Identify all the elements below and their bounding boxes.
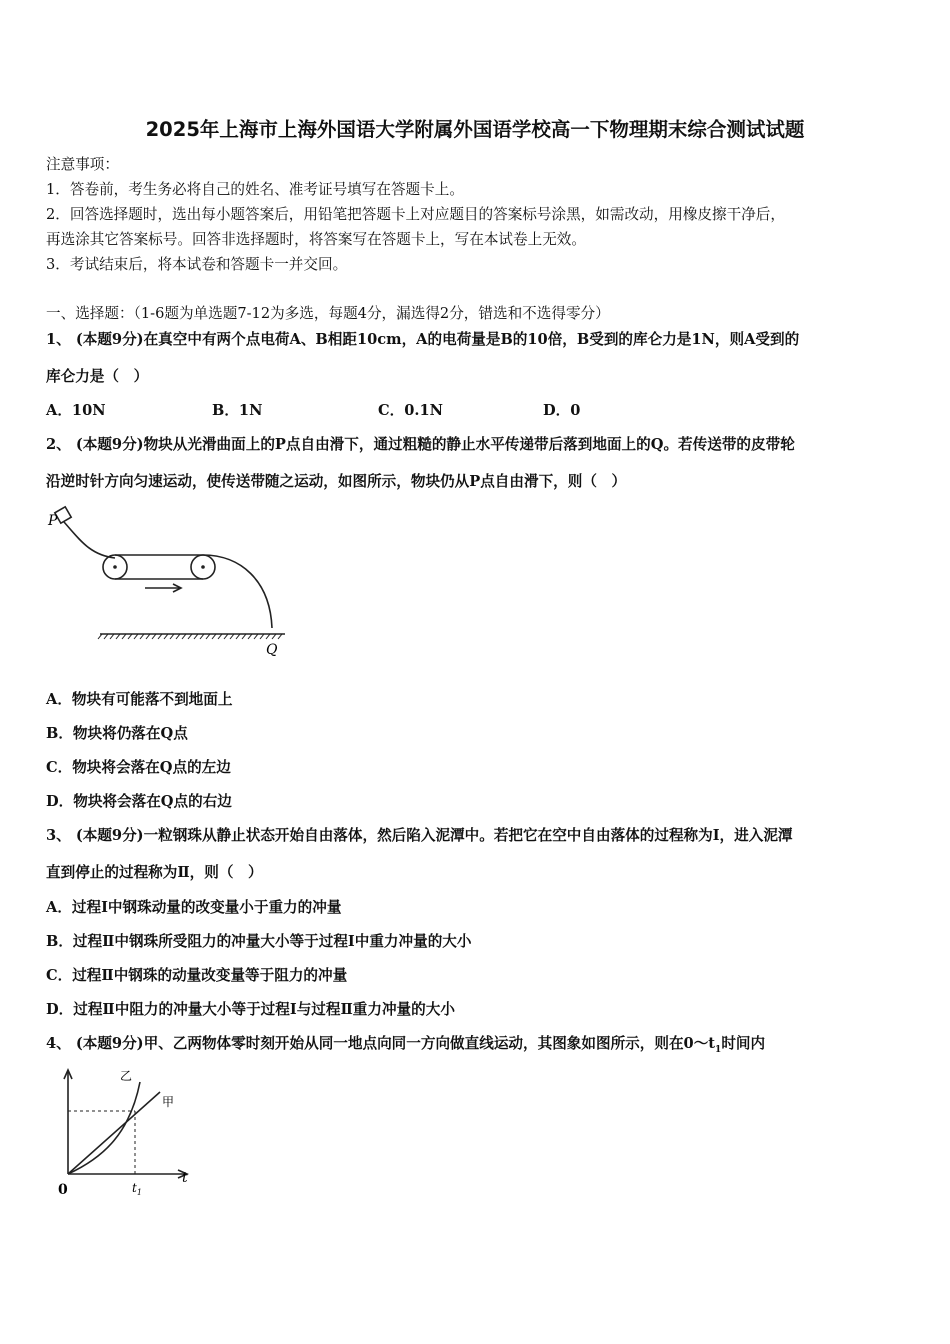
question-4-text (46, 1032, 765, 1055)
notice-item: 1．答卷前，考生务必将自己的姓名、准考证号填写在答题卡上。 (46, 181, 464, 198)
q2-option-d: D．物块将会落在Q点的右边 (46, 793, 232, 810)
t1-subscript: 1 (136, 1188, 142, 1197)
point-p-label: P (48, 513, 58, 529)
q3-option-d: D．过程Ⅱ中阻力的冲量大小等于过程Ⅰ与过程Ⅱ重力冲量的大小 (46, 1001, 455, 1018)
question-4-text-end: 时间内 (721, 1035, 766, 1052)
question-2-text-cont: 沿逆时针方向匀速运动，使传送带随之运动，如图所示，物块仍从P点自由滑下，则（ ） (46, 473, 627, 490)
notice-heading: 注意事项： (46, 156, 119, 173)
q3-option-c: C．过程Ⅱ中钢珠的动量改变量等于阻力的冲量 (46, 967, 348, 984)
line-jia-label: 甲 (162, 1095, 175, 1109)
question-3-text-cont: 直到停止的过程称为Ⅱ，则（ ） (46, 864, 263, 881)
point-q-label: Q (266, 642, 278, 658)
conveyor-belt-figure (40, 500, 300, 660)
section-heading: 一、选择题：（1-6题为单选题7-12为多选，每题4分，漏选得2分，错选和不选得零分） (46, 305, 610, 322)
q2-option-b: B．物块将仍落在Q点 (46, 725, 188, 742)
q1-option-d: D．0 (543, 402, 581, 419)
question-1-text-cont: 库仑力是（ ） (46, 368, 149, 385)
motion-graph-figure (50, 1062, 210, 1202)
question-4-text-main: 4、 (本题9分)甲、乙两物体零时刻开始从同一地点向同一方向做直线运动，其图象如图所示，则在0～t (46, 1035, 716, 1052)
q3-option-b: B．过程Ⅱ中钢珠所受阻力的冲量大小等于过程Ⅰ中重力冲量的大小 (46, 933, 472, 950)
question-2-text: 2、 (本题9分)物块从光滑曲面上的P点自由滑下，通过粗糙的静止水平传递带后落到地面上的Q。若传送带的皮带轮 (46, 436, 795, 453)
origin-label: 0 (58, 1182, 68, 1198)
page-title: 2025年上海市上海外国语大学附属外国语学校高一下物理期末综合测试试题 (145, 118, 805, 141)
notice-item: 再选涂其它答案标号。回答非选择题时，将答案写在答题卡上，写在本试卷上无效。 (46, 231, 586, 248)
notice-item: 2．回答选择题时，选出每小题答案后，用铅笔把答题卡上对应题目的答案标号涂黑，如需改动，用橡皮擦干净后， (46, 206, 785, 223)
curve-yi-label: 乙 (120, 1069, 133, 1083)
subscript-1: 1 (715, 1044, 722, 1055)
question-1-text: 1、 (本题9分)在真空中有两个点电荷A、B相距10cm，A的电荷量是B的10倍，B受到的库仑力是1N，则A受到的 (46, 331, 800, 348)
q1-option-a: A．10N (46, 402, 106, 419)
notice-item: 3．考试结束后，将本试卷和答题卡一并交回。 (46, 256, 348, 273)
q1-option-b: B．1N (212, 402, 263, 419)
t1-main: t (132, 1181, 137, 1195)
q2-option-c: C．物块将会落在Q点的左边 (46, 759, 231, 776)
q3-option-a: A．过程Ⅰ中钢珠动量的改变量小于重力的冲量 (46, 899, 342, 916)
t-axis-label: t (182, 1170, 188, 1186)
t1-label (132, 1181, 142, 1197)
question-3-text: 3、 (本题9分)一粒钢珠从静止状态开始自由落体，然后陷入泥潭中。若把它在空中自由落体的过程称为Ⅰ，进入泥潭 (46, 827, 793, 844)
q2-option-a: A．物块有可能落不到地面上 (46, 691, 233, 708)
q1-option-c: C．0.1N (378, 402, 443, 419)
